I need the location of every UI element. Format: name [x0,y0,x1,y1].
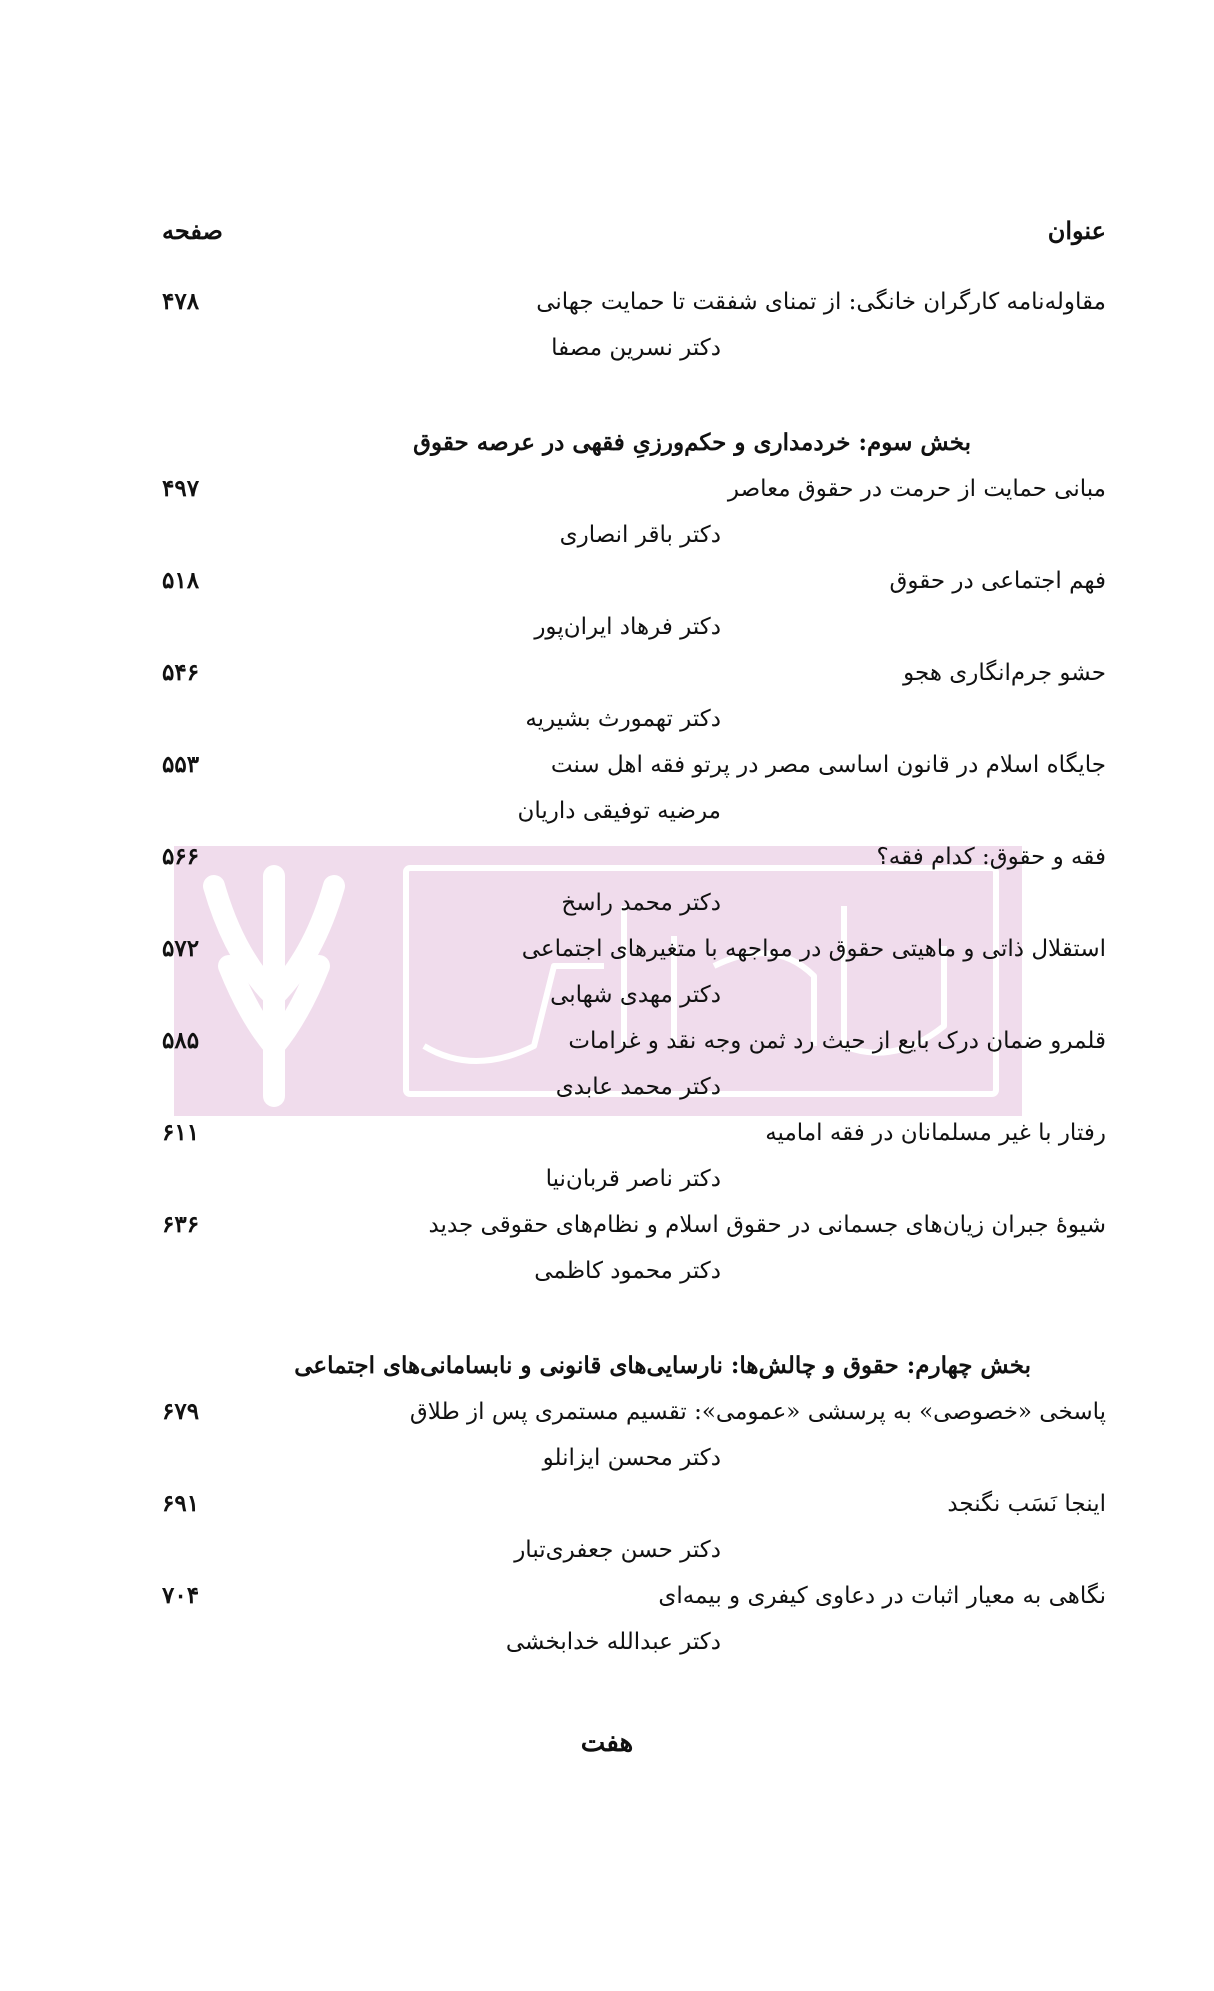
toc-entry[interactable] [0,558,1214,604]
entry-title: حشو جرم‌انگاری هجو [903,660,1106,686]
section-3-heading: بخش سوم: خردمداری و حکم‌ورزیِ فقهی در عرصه حقوق [413,429,971,456]
toc-entry[interactable] [0,1202,1214,1248]
toc-entry-author-row [0,1619,1214,1665]
entry-author: دکتر ناصر قربان‌نیا [545,1166,721,1192]
toc-entry[interactable] [0,742,1214,788]
entry-page-number: ۶۹۱ [162,1490,200,1517]
toc-entry-author-row [0,325,1214,371]
entry-title: پاسخی «خصوصی» به پرسشی «عمومی»: تقسیم مستمری پس از طلاق [409,1399,1106,1425]
section-4-heading: بخش چهارم: حقوق و چالش‌ها: نارسایی‌های قانونی و نابسامانی‌های اجتماعی [294,1352,1031,1379]
toc-entry[interactable] [0,279,1214,325]
toc-entry-author-row [0,512,1214,558]
toc-entry-author-row [0,880,1214,926]
entry-page-number: ۵۵۳ [162,751,200,778]
toc-entry-author-row [0,604,1214,650]
entry-title: رفتار با غیر مسلمانان در فقه امامیه [765,1120,1106,1146]
entry-title: مبانی حمایت از حرمت در حقوق معاصر [727,476,1106,502]
entry-page-number: ۷۰۴ [162,1582,200,1609]
entry-title: جایگاه اسلام در قانون اساسی مصر در پرتو فقه اهل سنت [550,752,1106,778]
toc-entry[interactable] [0,466,1214,512]
entry-title: مقاوله‌نامه کارگران خانگی: از تمنای شفقت تا حمایت جهانی [536,289,1106,315]
toc-entry-author-row [0,1064,1214,1110]
entry-author: دکتر محمود کاظمی [534,1258,721,1284]
entry-author: دکتر محمد عابدی [555,1074,721,1100]
toc-entry[interactable] [0,1389,1214,1435]
section-heading-row [0,420,1214,466]
entry-author: دکتر عبدالله خدابخشی [505,1629,721,1655]
entry-page-number: ۵۷۲ [162,935,200,962]
entry-page-number: ۶۷۹ [162,1398,200,1425]
entry-page-number: ۴۹۷ [162,475,200,502]
entry-author: دکتر محمد راسخ [561,890,721,916]
toc-entry-author-row [0,1248,1214,1294]
entry-page-number: ۶۳۶ [162,1211,200,1238]
entry-title: فقه و حقوق: کدام فقه؟ [876,844,1106,870]
toc-entry-author-row [0,788,1214,834]
entry-title: شیوهٔ جبران زیان‌های جسمانی در حقوق اسلام و نظام‌های حقوقی جدید [428,1212,1106,1238]
entry-title: نگاهی به معیار اثبات در دعاوی کیفری و بیمه‌ای [658,1583,1106,1609]
toc-entry[interactable] [0,1110,1214,1156]
entry-author: دکتر محسن ایزانلو [542,1445,721,1471]
entry-title: اینجا نَسَب نگنجد [947,1491,1106,1517]
toc-entry-author-row [0,972,1214,1018]
toc-entry-author-row [0,1156,1214,1202]
entry-author: دکتر نسرین مصفا [551,335,721,361]
entry-page-number: ۵۱۸ [162,567,200,594]
page-number-word: هفت [580,1728,634,1758]
toc-entry[interactable] [0,1481,1214,1527]
entry-title: فهم اجتماعی در حقوق [889,568,1106,594]
toc-entry[interactable] [0,650,1214,696]
entry-page-number: ۵۴۶ [162,659,200,686]
entry-page-number: ۵۶۶ [162,843,200,870]
toc-entry-author-row [0,1435,1214,1481]
entry-author: دکتر باقر انصاری [559,522,721,548]
toc-entry-author-row [0,1527,1214,1573]
entry-page-number: ۴۷۸ [162,288,200,315]
entry-page-number: ۵۸۵ [162,1027,200,1054]
toc-entry[interactable] [0,926,1214,972]
section-heading-row [0,1343,1214,1389]
entry-author: دکتر تهمورث بشیریه [525,706,721,732]
toc-entry[interactable] [0,834,1214,880]
toc-entry[interactable] [0,1573,1214,1619]
entry-title: قلمرو ضمان درک بایع از حیث رد ثمن وجه نقد و غرامات [568,1028,1106,1054]
entry-author: دکتر مهدی شهابی [550,982,721,1008]
column-title-label: عنوان [1047,216,1106,245]
column-page-label: صفحه [162,216,223,245]
entry-title: استقلال ذاتی و ماهیتی حقوق در مواجهه با متغیرهای اجتماعی [521,936,1106,962]
entry-author: دکتر حسن جعفری‌تبار [514,1537,721,1563]
toc-entry-author-row [0,696,1214,742]
entry-author: مرضیه توفیقی داریان [517,798,721,824]
toc-entry[interactable] [0,1018,1214,1064]
entry-author: دکتر فرهاد ایران‌پور [534,614,721,640]
entry-page-number: ۶۱۱ [162,1119,200,1146]
